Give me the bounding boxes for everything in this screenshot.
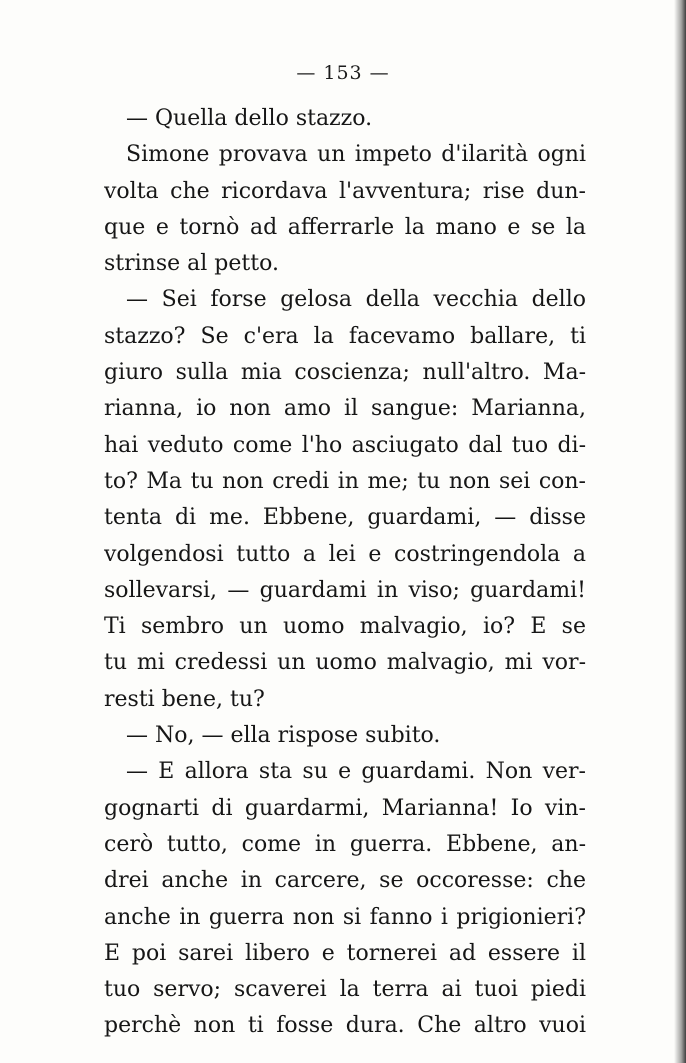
text-line: giuro sulla mia coscienza; null'altro. Ma- — [104, 360, 586, 386]
text-line: hai veduto come l'ho asciugato dal tuo di- — [104, 432, 586, 458]
text-line: — Sei forse gelosa della vecchia dello — [126, 287, 586, 313]
text-line: strinse al petto. — [104, 251, 279, 277]
text-line: que e tornò ad afferrarle la mano e se la — [104, 214, 586, 240]
text-line: — No, — ella rispose subito. — [126, 723, 441, 749]
text-line: resti bene, tu? — [104, 686, 265, 712]
text-line: E poi sarei libero e tornerei ad essere il — [104, 940, 586, 966]
text-line: volta che ricordava l'avventura; rise dun- — [104, 178, 586, 204]
text-line: sollevarsi, — guardami in viso; guardami! — [104, 577, 586, 603]
body-text — [104, 101, 586, 1045]
text-line: Ti sembro un uomo malvagio, io? E se — [104, 614, 586, 640]
text-line: — Quella dello stazzo. — [126, 106, 373, 131]
text-line: to? Ma tu non credi in me; tu non sei con- — [104, 468, 586, 494]
text-line: — E allora sta su e guardami. Non ver- — [126, 759, 586, 785]
text-line: anche in guerra non si fanno i prigionieri? — [104, 904, 586, 930]
text-line: rianna, io non amo il sangue: Marianna, — [104, 396, 586, 422]
text-line: volgendosi tutto a lei e costringendola a — [104, 541, 586, 567]
text-line: tenta di me. Ebbene, guardami, — disse — [104, 505, 586, 531]
page-number: — 153 — — [296, 62, 390, 84]
text-line: tu mi credessi un uomo malvagio, mi vor- — [104, 650, 586, 676]
page-edge-shadow — [674, 0, 686, 1063]
text-line: perchè non ti fosse dura. Che altro vuoi — [104, 1013, 586, 1039]
text-line: gognarti di guardarmi, Marianna! Io vin- — [104, 795, 586, 821]
text-line: tuo servo; scaverei la terra ai tuoi piedi — [104, 977, 586, 1003]
text-line: cerò tutto, come in guerra. Ebbene, an- — [104, 831, 586, 857]
text-line: Simone provava un impeto d'ilarità ogni — [126, 142, 586, 168]
text-line: stazzo? Se c'era la facevamo ballare, ti — [104, 323, 586, 349]
text-line: drei anche in carcere, se occoresse: che — [104, 868, 586, 894]
